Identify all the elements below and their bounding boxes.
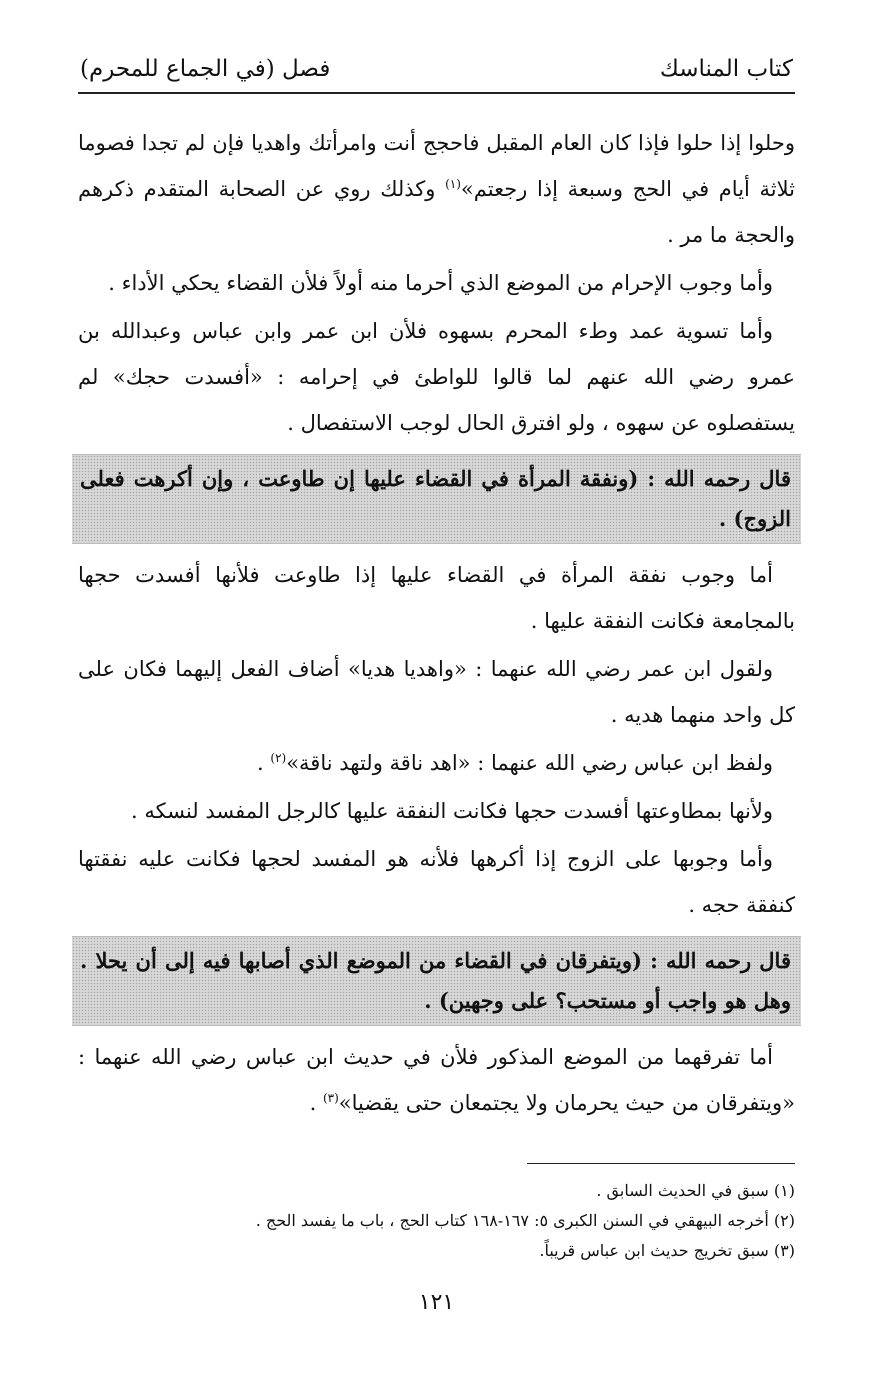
paragraph-9 (78, 1034, 795, 1126)
paragraph-6-text: ولفظ ابن عباس رضي الله عنهما : «اهد ناقة ولتهد ناقة» (286, 751, 773, 775)
paragraph-7: ولأنها بمطاوعتها أفسدت حجها فكانت النفقة عليها كالرجل المفسد لنسكه . (131, 799, 773, 823)
matn-quote-1: قال رحمه الله : (ونفقة المرأة في القضاء عليها إن طاوعت ، وإن أكرهت فعلى الزوج) . (72, 454, 801, 544)
footnote-3: (٣) سبق تخريج حديث ابن عباس قريباً. (539, 1241, 795, 1260)
paragraph-4: أما وجوب نفقة المرأة في القضاء عليها إذا طاوعت فلأنها أفسدت حجها بالمجامعة فكانت النفقة عليها . (78, 563, 795, 633)
section-title: فصل (في الجماع للمحرم) (80, 56, 331, 82)
paragraph-2: وأما وجوب الإحرام من الموضع الذي أحرما منه أولاً فلأن القضاء يحكي الأداء . (108, 271, 773, 295)
paragraph-5: ولقول ابن عمر رضي الله عنهما : «واهديا هديا» أضاف الفعل إليهما فكان على كل واحد منهما هديه . (78, 657, 795, 727)
paragraph-1 (78, 120, 795, 258)
paragraph-9-text: أما تفرقهما من الموضع المذكور فلأن في حديث ابن عباس رضي الله عنهما : «ويتفرقان من حيث يحرمان ولا يجتمعان حتى يقضيا» (78, 1045, 795, 1115)
paragraph-1-tail: وكذلك روي عن الصحابة المتقدم ذكرهم والحجة ما مر . (78, 177, 795, 247)
main-text (78, 120, 795, 1126)
paragraph-6 (78, 740, 795, 786)
page-number: ١٢١ (418, 1290, 455, 1315)
paragraph-1-text: وحلوا إذا حلوا فإذا كان العام المقبل فاحجج أنت وامرأتك واهديا فإن لم تجدا فصوما ثلاثة أيام في الحج وسبعة إذا رجعتم» (78, 131, 795, 201)
footnote-ref-2: (٢) (270, 751, 287, 765)
footnote-2: (٢) أخرجه البيهقي في السنن الكبرى ٥: ١٦٧-١٦٨ كتاب الحج ، باب ما يفسد الحج . (255, 1211, 795, 1230)
footnote-divider (527, 1163, 795, 1164)
footnote-1: (١) سبق في الحديث السابق . (596, 1181, 795, 1200)
running-header (78, 50, 795, 94)
matn-quote-2: قال رحمه الله : (ويتفرقان في القضاء من الموضع الذي أصابها فيه إلى أن يحلا . وهل هو واجب أو مستحب؟ على وجهين) . (72, 936, 801, 1026)
paragraph-9-tail: . (309, 1091, 323, 1115)
footnotes (78, 1176, 795, 1266)
paragraph-6-tail: . (257, 751, 271, 775)
footnote-ref-3: (٣) (322, 1091, 339, 1105)
paragraph-8: وأما وجوبها على الزوج إذا أكرهها فلأنه هو المفسد لحجها فكانت عليه نفقتها كنفقة حجه . (78, 847, 795, 917)
footnote-ref-1: (١) (445, 177, 461, 191)
paragraph-3: وأما تسوية عمد وطء المحرم بسهوه فلأن ابن عمر وابن عباس وعبدالله بن عمرو رضي الله عنهم لما قالوا للواطئ في إحرامه : «أفسدت حجك» لم يستفصلوه عن سهوه ، ولو افترق الحال لوجب الاستفصال . (78, 319, 795, 435)
book-title: كتاب المناسك (659, 56, 793, 82)
